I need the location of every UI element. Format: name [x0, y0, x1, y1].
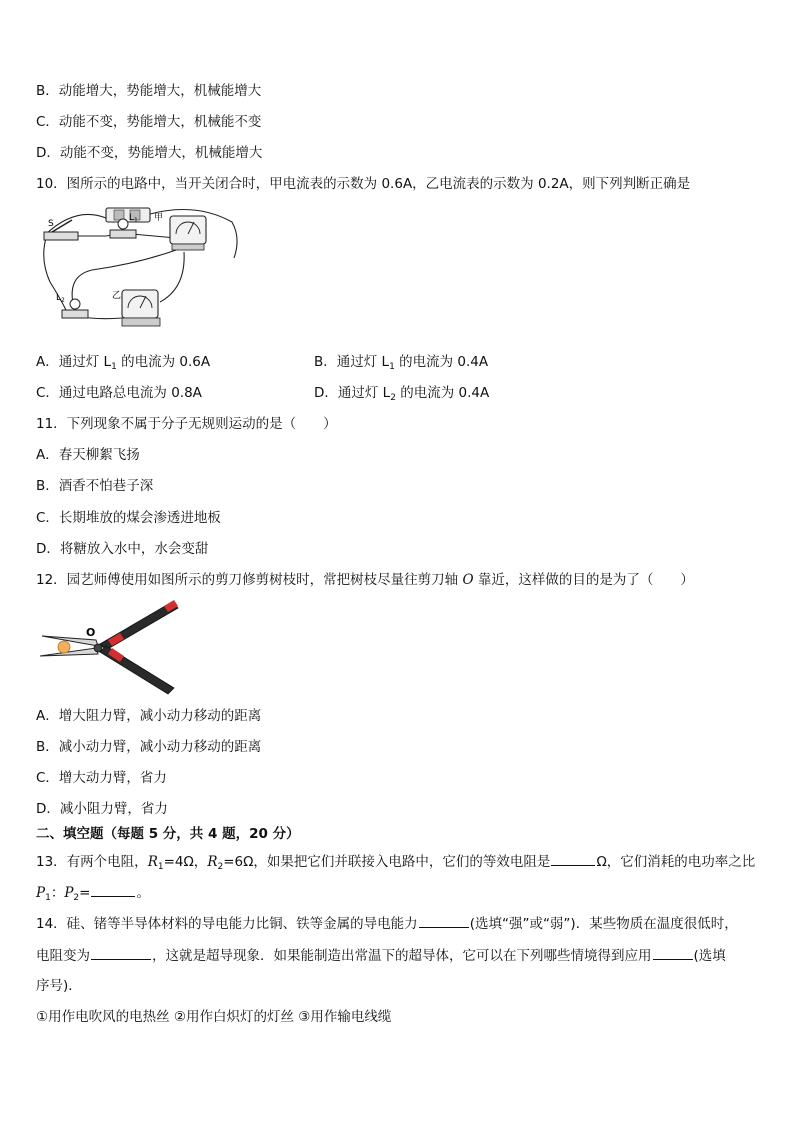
q9-option-b: B．动能增大，势能增大，机械能增大: [36, 83, 262, 99]
q14-line3: 序号)．: [36, 978, 82, 994]
q9-option-c: C．动能不变，势能增大，机械能不变: [36, 114, 262, 130]
ammeter-yi-label: 乙: [112, 291, 122, 301]
q13-line1: 13．有两个电阻，$R_1=4\Omega$，$R_2=6\Omega$，如果把它们并联接入电路中，它们的等效电阻是 Ω，它们消耗的电功率之比: [36, 851, 755, 877]
axis-o-label: O: [86, 626, 96, 639]
q13-blank-resistance[interactable]: [551, 851, 595, 866]
q10-option-a: A．通过灯 $L_1$ 的电流为 0.6A: [36, 354, 211, 372]
q10-circuit-figure: [36, 198, 246, 340]
q10-option-b: B．通过灯 $L_1$ 的电流为 0.4A: [314, 354, 489, 372]
q14-blank-application[interactable]: [653, 945, 693, 960]
q14-blank-strength[interactable]: [419, 913, 469, 928]
q9-option-d: D．动能不变，势能增大，机械能增大: [36, 145, 263, 161]
q12-option-b: B．减小动力臂，减小动力移动的距离: [36, 739, 262, 755]
q11-option-b: B．酒香不怕巷子深: [36, 478, 154, 494]
q13-line2: $P_1$：$P_2=$ 。: [36, 882, 150, 908]
q13-blank-ratio[interactable]: [91, 882, 135, 897]
q10-option-c: C．通过电路总电流为 0.8A: [36, 385, 202, 401]
q12-stem: 12．园艺师傅使用如图所示的剪刀修剪树枝时，常把树枝尽量往剪刀轴 O 靠近，这样做的目的是为了（ ）: [36, 572, 694, 588]
q10-stem: 10．图所示的电路中，当开关闭合时，甲电流表的示数为 0.6A，乙电流表的示数为 0.2A，则下列判断正确是: [36, 176, 691, 192]
branch-circle: [58, 641, 70, 653]
switch: [44, 232, 78, 240]
q11-option-c: C．长期堆放的煤会渗透进地板: [36, 510, 221, 526]
lamp-l1-label: $L_1$: [129, 213, 138, 224]
ammeter-jia-label: 甲: [154, 213, 164, 223]
lamp-l1: [110, 230, 136, 238]
ammeter-jia: [170, 216, 206, 244]
section2-title: 二、填空题（每题 5 分，共 4 题，20 分）: [36, 826, 300, 842]
q12-option-d: D．减小阻力臂，省力: [36, 801, 168, 817]
q14-choices: ①用作电吹风的电热丝 ②用作白炽灯的灯丝 ③用作输电线缆: [36, 1009, 392, 1025]
q14-line2: 电阻变为 ，这就是超导现象．如果能制造出常温下的超导体，它可以在下列哪些情境得到应用 (选填: [36, 945, 726, 966]
battery: [106, 208, 150, 222]
q11-option-a: A．春天柳絮飞扬: [36, 447, 140, 463]
q10-option-d: D．通过灯 $L_2$ 的电流为 0.4A: [314, 385, 490, 403]
q11-stem: 11．下列现象不属于分子无规则运动的是（ ）: [36, 416, 337, 432]
q12-option-a: A．增大阻力臂，减小动力移动的距离: [36, 708, 262, 724]
q12-option-c: C．增大动力臂，省力: [36, 770, 167, 786]
q14-line1: 14．硅、锗等半导体材料的导电能力比铜、铁等金属的导电能力 (选填“强”或“弱”)．某些物质在温度很低时，: [36, 913, 738, 934]
q11-option-d: D．将糖放入水中，水会变甜: [36, 541, 209, 557]
ammeter-yi: [122, 290, 158, 318]
q12-scissors-figure: [36, 596, 184, 698]
lamp-l2-label: $L_2$: [56, 293, 65, 304]
q14-blank-resistance[interactable]: [91, 945, 151, 960]
switch-label: S: [48, 219, 54, 229]
lamp-l2: [62, 310, 88, 318]
